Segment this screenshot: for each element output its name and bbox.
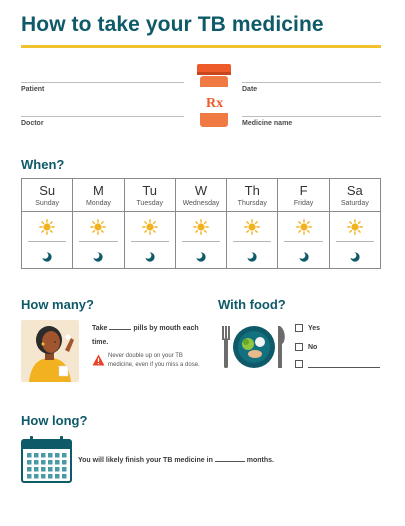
day-name: Thursday: [237, 200, 267, 207]
food-option-other[interactable]: [295, 360, 380, 368]
calendar-day-cell: [34, 474, 39, 479]
patient-field-line[interactable]: [21, 82, 184, 83]
yes-label: Yes: [308, 324, 321, 332]
moon-icon: [196, 249, 206, 259]
sun-icon: [296, 219, 312, 235]
duration-instruction: [78, 454, 274, 464]
calendar-icon: [21, 435, 72, 483]
calendar-day-cell: [62, 474, 67, 479]
pills-label: pills by mouth each time.: [92, 325, 199, 346]
pill-count-blank[interactable]: [109, 322, 131, 330]
calendar-day-cell: [62, 460, 67, 465]
day-abbr: Tu: [142, 183, 158, 198]
day-name: Sunday: [35, 200, 60, 207]
finish-label: You will likely finish your TB medicine in: [78, 457, 213, 464]
calendar-day-cell: [55, 453, 60, 458]
date-field-line[interactable]: [242, 82, 381, 83]
calendar-day-cell: [34, 460, 39, 465]
doctor-label: Doctor: [21, 120, 44, 127]
page-title: How to take your TB medicine: [21, 13, 324, 36]
day-column-friday: [278, 179, 329, 268]
calendar-day-cell: [55, 474, 60, 479]
morning-dose-line[interactable]: [79, 241, 117, 242]
day-name: Saturday: [340, 200, 369, 207]
morning-dose-line[interactable]: [131, 241, 169, 242]
calendar-day-cell: [48, 460, 53, 465]
day-column-wednesday: [176, 179, 227, 268]
food-option-yes[interactable]: [295, 324, 320, 332]
how-many-heading: How many?: [21, 297, 94, 312]
morning-dose-line[interactable]: [284, 241, 322, 242]
medicine-name-label: Medicine name: [242, 120, 293, 127]
calendar-day-cell: [55, 467, 60, 472]
pill-bottle-icon: [194, 63, 234, 129]
other-write-in-line[interactable]: [308, 367, 380, 368]
header-divider: [330, 211, 380, 212]
dose-instruction: [92, 322, 202, 350]
double-dose-warning: Never double up on your TB medicine, even if you miss a dose.: [108, 353, 200, 368]
morning-dose-line[interactable]: [233, 241, 271, 242]
day-name: Monday: [85, 200, 111, 207]
day-abbr: Th: [244, 183, 260, 198]
calendar-day-cell: [41, 453, 46, 458]
date-label: Date: [242, 86, 258, 93]
day-column-monday: [73, 179, 124, 268]
yes-checkbox[interactable]: [295, 324, 303, 332]
day-name: Tuesday: [136, 200, 163, 207]
plate-with-food-icon: [220, 322, 288, 370]
how-long-heading: How long?: [21, 413, 88, 428]
doctor-field-line[interactable]: [21, 116, 184, 117]
calendar-day-cell: [41, 460, 46, 465]
moon-icon: [299, 249, 309, 259]
calendar-day-cell: [55, 460, 60, 465]
day-column-tuesday: [125, 179, 176, 268]
calendar-day-cell: [41, 467, 46, 472]
moon-icon: [350, 249, 360, 259]
morning-dose-line[interactable]: [182, 241, 220, 242]
dosing-schedule-grid: [21, 178, 381, 269]
with-food-heading: With food?: [218, 297, 286, 312]
sun-icon: [244, 219, 260, 235]
calendar-day-cell: [27, 474, 32, 479]
moon-icon: [145, 249, 155, 259]
day-column-sunday: [22, 179, 73, 268]
day-abbr: M: [93, 183, 104, 198]
sun-icon: [39, 219, 55, 235]
day-abbr: Su: [39, 183, 56, 198]
calendar-day-cell: [41, 474, 46, 479]
sun-icon: [193, 219, 209, 235]
moon-icon: [42, 249, 52, 259]
calendar-day-cell: [27, 453, 32, 458]
header-divider: [125, 211, 175, 212]
other-checkbox[interactable]: [295, 360, 303, 368]
medicine-name-field-line[interactable]: [242, 116, 381, 117]
day-column-saturday: [330, 179, 380, 268]
title-underline: [21, 45, 381, 48]
calendar-day-cell: [62, 467, 67, 472]
food-option-no[interactable]: [295, 343, 317, 351]
calendar-day-cell: [48, 467, 53, 472]
morning-dose-line[interactable]: [336, 241, 374, 242]
calendar-day-cell: [34, 453, 39, 458]
calendar-day-cell: [48, 453, 53, 458]
calendar-day-cell: [34, 467, 39, 472]
day-column-thursday: [227, 179, 278, 268]
calendar-day-cell: [27, 467, 32, 472]
calendar-day-cell: [48, 474, 53, 479]
moon-icon: [93, 249, 103, 259]
take-label: Take: [92, 325, 108, 332]
sun-icon: [142, 219, 158, 235]
day-abbr: W: [194, 183, 208, 198]
header-divider: [227, 211, 277, 212]
no-label: No: [308, 343, 318, 351]
header-divider: [22, 211, 72, 212]
rx-label: Rx: [206, 96, 224, 111]
header-divider: [278, 211, 328, 212]
moon-icon: [247, 249, 257, 259]
sun-icon: [347, 219, 363, 235]
header-divider: [73, 211, 123, 212]
day-abbr: F: [299, 183, 308, 198]
calendar-day-cell: [27, 460, 32, 465]
day-name: Friday: [293, 200, 314, 207]
header-divider: [176, 211, 226, 212]
day-abbr: Sa: [346, 183, 363, 198]
patient-label: Patient: [21, 86, 45, 93]
sun-icon: [90, 219, 106, 235]
calendar-day-cell: [62, 453, 67, 458]
no-checkbox[interactable]: [295, 343, 303, 351]
morning-dose-line[interactable]: [28, 241, 66, 242]
months-label: months.: [246, 457, 274, 464]
when-heading: When?: [21, 157, 65, 172]
day-name: Wednesday: [182, 200, 220, 207]
warning-icon: [92, 354, 105, 366]
woman-taking-pill-illustration: [21, 320, 79, 382]
months-blank[interactable]: [215, 454, 245, 462]
